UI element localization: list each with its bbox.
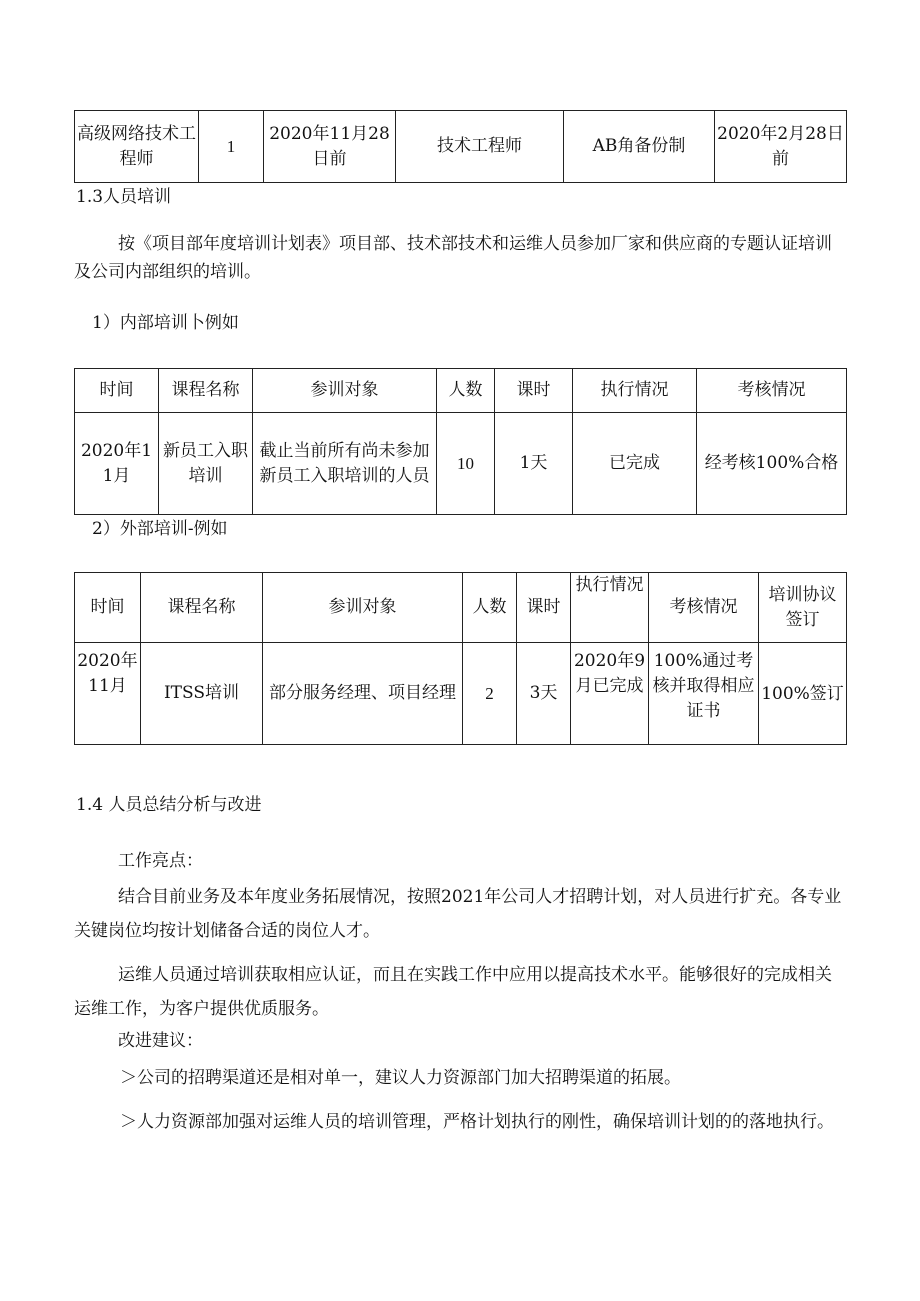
staff-table — [74, 110, 847, 183]
external-cell-time: 2020年11月 — [75, 643, 141, 745]
external-header-agreement: 培训协议签订 — [759, 573, 847, 643]
staff-position: 高级网络技术工程师 — [75, 111, 199, 183]
staff-method: AB角备份制 — [564, 111, 715, 183]
external-cell-target: 部分服务经理、项目经理 — [263, 643, 463, 745]
suggestion-item-2: ＞人力资源部加强对运维人员的培训管理，严格计划执行的刚性，确保培训计划的的落地执行。 — [120, 1112, 834, 1132]
internal-header-target: 参训对象 — [253, 369, 437, 413]
external-cell-count: 2 — [463, 643, 517, 745]
internal-cell-target: 截止当前所有尚未参加新员工入职培训的人员 — [253, 413, 437, 515]
suggestion-item-1: ＞公司的招聘渠道还是相对单一，建议人力资源部门加大招聘渠道的拓展。 — [120, 1068, 681, 1088]
staff-count: 1 — [199, 111, 264, 183]
section-1-3-heading: 1.3人员培训 — [76, 187, 172, 207]
external-header-count: 人数 — [463, 573, 517, 643]
training-intro: 按《项目部年度培训计划表》项目部、技术部技术和运维人员参加厂家和供应商的专题认证培训及公司内部组织的培训。 — [74, 234, 832, 282]
external-header-course: 课程名称 — [141, 573, 263, 643]
external-header-status: 执行情况 — [571, 573, 649, 643]
internal-cell-status: 已完成 — [573, 413, 697, 515]
internal-cell-hours: 1天 — [495, 413, 573, 515]
internal-header-time: 时间 — [75, 369, 159, 413]
external-header-assessment: 考核情况 — [649, 573, 759, 643]
external-header-time: 时间 — [75, 573, 141, 643]
internal-cell-course: 新员工入职培训 — [159, 413, 253, 515]
staff-role: 技术工程师 — [396, 111, 564, 183]
internal-header-count: 人数 — [437, 369, 495, 413]
highlights-label: 工作亮点： — [118, 851, 203, 871]
internal-training-table — [74, 368, 847, 515]
internal-header-assessment: 考核情况 — [697, 369, 847, 413]
staff-date: 2020年2月28日前 — [715, 111, 847, 183]
external-cell-status: 2020年9月已完成 — [571, 643, 649, 745]
internal-header-course: 课程名称 — [159, 369, 253, 413]
internal-training-label: 1）内部培训卜例如 — [92, 313, 239, 333]
internal-cell-count: 10 — [437, 413, 495, 515]
external-cell-agreement: 100%签订 — [759, 643, 847, 745]
section-1-4-heading: 1.4 人员总结分析与改进 — [76, 795, 262, 815]
internal-cell-time: 2020年11月 — [75, 413, 159, 515]
staff-deadline: 2020年11月28日前 — [264, 111, 396, 183]
external-cell-course: ITSS培训 — [141, 643, 263, 745]
highlight-paragraph-1: 结合目前业务及本年度业务拓展情况，按照2021年公司人才招聘计划，对人员进行扩充。各专业关键岗位均按计划储备合适的岗位人才。 — [74, 887, 842, 941]
external-training-table — [74, 572, 847, 745]
suggestions-label: 改进建议： — [118, 1031, 203, 1051]
external-training-label: 2）外部培训-例如 — [92, 519, 228, 539]
internal-header-status: 执行情况 — [573, 369, 697, 413]
external-cell-hours: 3天 — [517, 643, 571, 745]
external-header-target: 参训对象 — [263, 573, 463, 643]
external-header-hours: 课时 — [517, 573, 571, 643]
highlight-paragraph-2: 运维人员通过培训获取相应认证，而且在实践工作中应用以提高技术水平。能够很好的完成相关运维工作，为客户提供优质服务。 — [74, 965, 832, 1019]
external-cell-assessment: 100%通过考核并取得相应证书 — [649, 643, 759, 745]
internal-header-hours: 课时 — [495, 369, 573, 413]
internal-cell-assessment: 经考核100%合格 — [697, 413, 847, 515]
